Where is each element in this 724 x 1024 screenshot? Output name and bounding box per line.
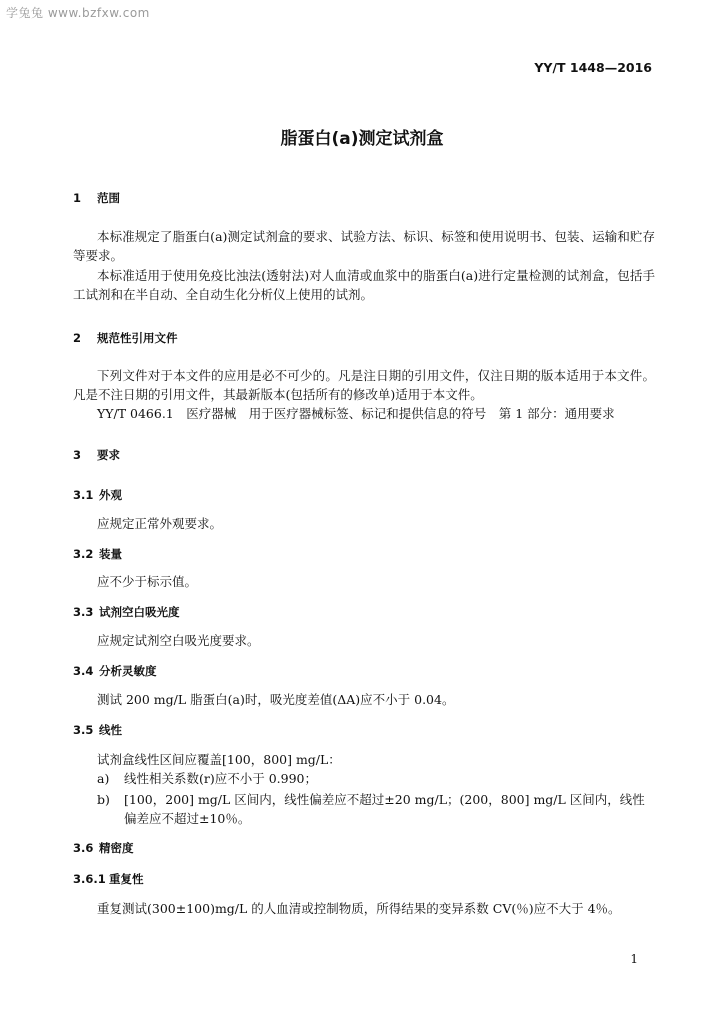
section-3-2-text: 应不少于标示值。 bbox=[97, 574, 198, 589]
section-3-6-1-heading: 3.6.1 重复性 bbox=[73, 872, 144, 886]
section-3-6-1-text: 重复测试(300±100)mg/L 的人血清或控制物质，所得结果的变异系数 CV(％)应不大于 4％。 bbox=[97, 901, 621, 916]
section-3-3-heading: 3.3 试剂空白吸光度 bbox=[73, 605, 180, 619]
list-item: a) 线性相关系数(r)应不小于 0.990； bbox=[97, 771, 317, 786]
section-1-heading: 1 范围 bbox=[73, 191, 120, 205]
section-3-5-text: 试剂盒线性区间应覆盖[100，800] mg/L： bbox=[97, 752, 341, 767]
watermark: 学兔兔 www.bzfxw.com bbox=[6, 6, 150, 20]
section-3-4-heading: 3.4 分析灵敏度 bbox=[73, 664, 157, 678]
section-1-paragraph-1: 本标准规定了脂蛋白(a)测定试剂盒的要求、试验方法、标识、标签和使用说明书、包装、运输和贮存等要求。 bbox=[73, 229, 655, 263]
section-2-reference: YY/T 0466.1 医疗器械 用于医疗器械标签、标记和提供信息的符号 第 1 部分：通用要求 bbox=[97, 406, 615, 421]
section-3-4-text: 测试 200 mg/L 脂蛋白(a)时，吸光度差值(ΔA)应不小于 0.04。 bbox=[97, 692, 455, 707]
section-3-3-text: 应规定试剂空白吸光度要求。 bbox=[97, 633, 260, 648]
standard-number: YY/T 1448—2016 bbox=[534, 60, 652, 75]
section-3-1-text: 应规定正常外观要求。 bbox=[97, 516, 223, 531]
section-3-1-heading: 3.1 外观 bbox=[73, 488, 122, 502]
section-2-paragraph: 下列文件对于本文件的应用是必不可少的。凡是注日期的引用文件，仅注日期的版本适用于本文件。凡是不注日期的引用文件，其最新版本(包括所有的修改单)适用于本文件。 bbox=[73, 368, 655, 402]
section-1-paragraph-2: 本标准适用于使用免疫比浊法(透射法)对人血清或血浆中的脂蛋白(a)进行定量检测的试剂盒，包括手工试剂和在半自动、全自动生化分析仪上使用的试剂。 bbox=[73, 268, 655, 302]
section-3-heading: 3 要求 bbox=[73, 448, 120, 462]
list-item: b) [100，200] mg/L 区间内，线性偏差应不超过±20 mg/L；(200，800] mg/L 区间内，线性偏差应不超过±10％。 bbox=[97, 792, 645, 826]
page-number: 1 bbox=[630, 952, 638, 966]
section-2-heading: 2 规范性引用文件 bbox=[73, 331, 178, 345]
section-3-2-heading: 3.2 装量 bbox=[73, 547, 122, 561]
section-3-5-heading: 3.5 线性 bbox=[73, 723, 122, 737]
section-3-6-heading: 3.6 精密度 bbox=[73, 841, 134, 855]
document-title: 脂蛋白(a)测定试剂盒 bbox=[280, 129, 444, 149]
